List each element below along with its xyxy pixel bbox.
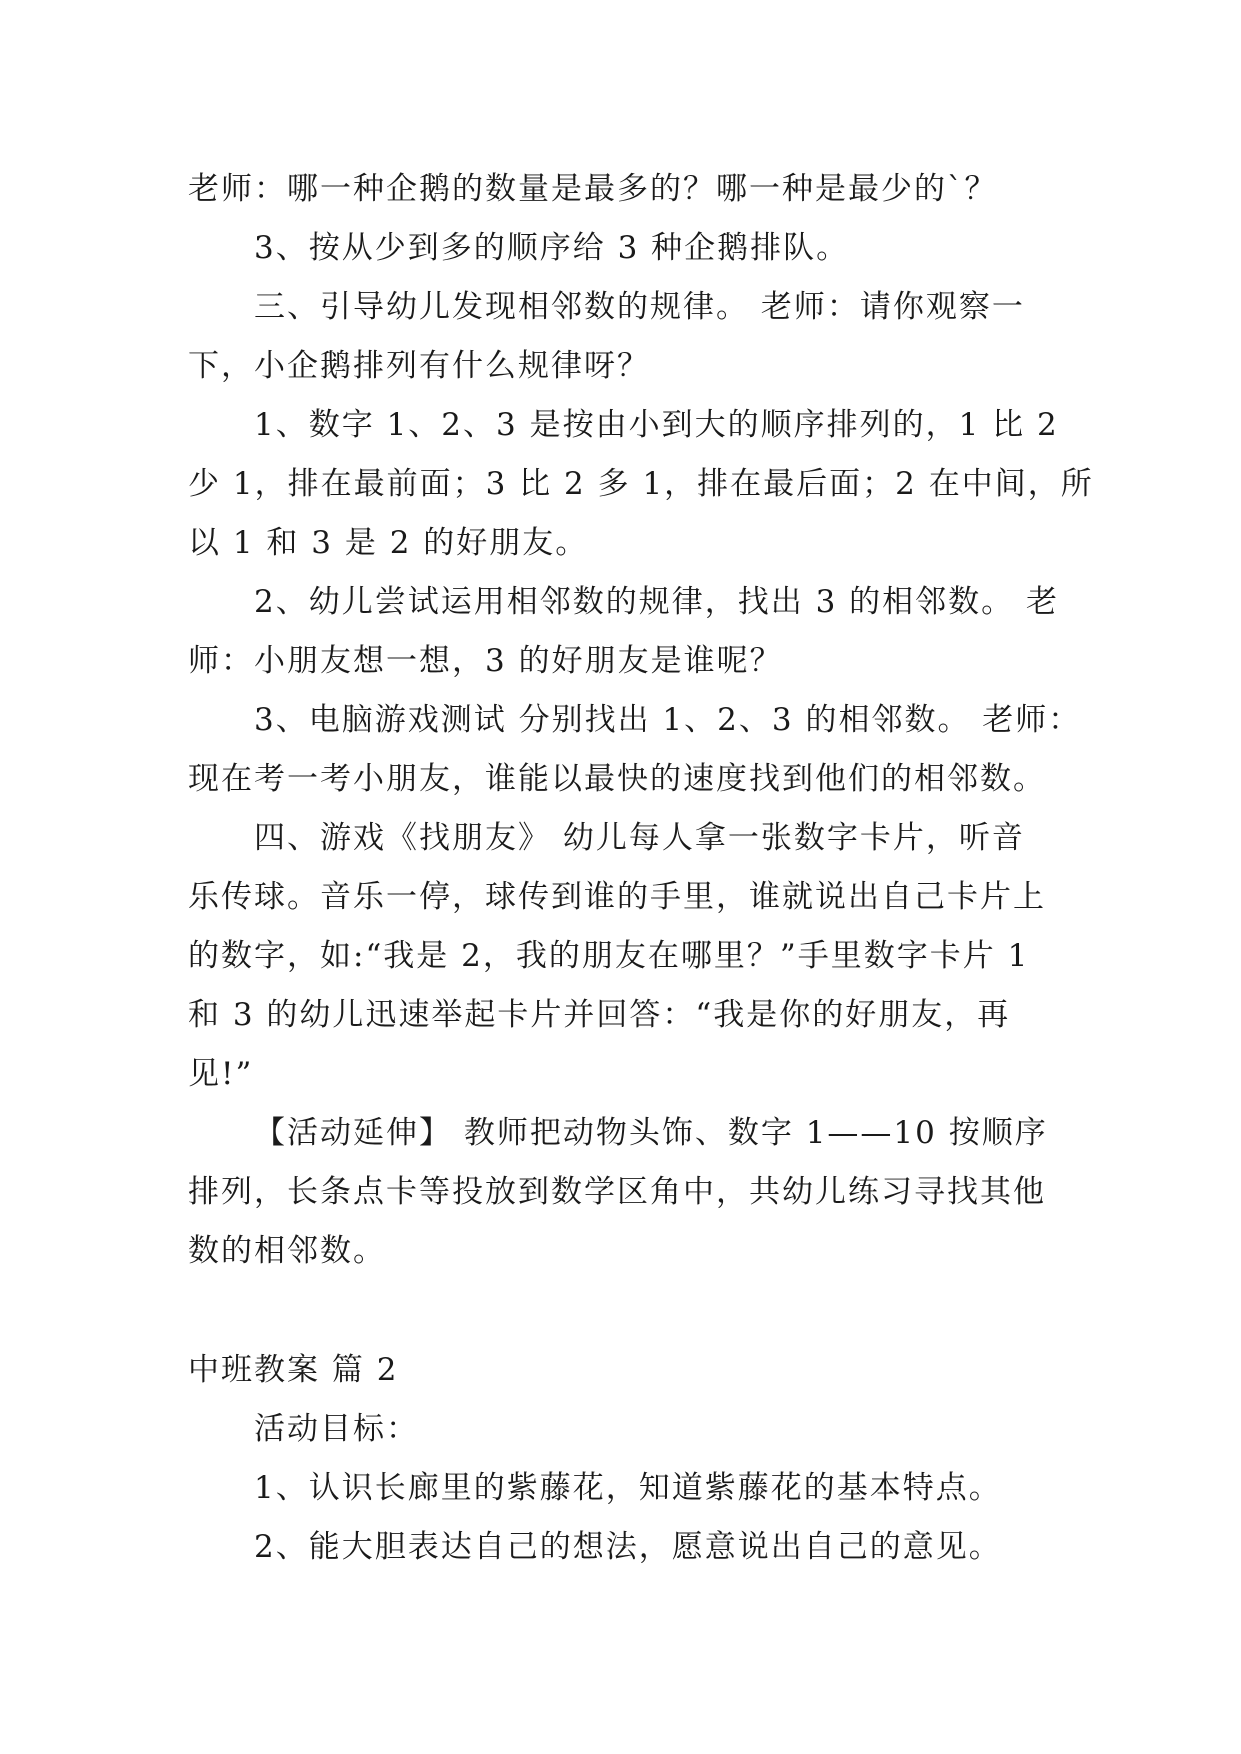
document-page: [188, 160, 1094, 1577]
paragraph-line: 四、游戏《找朋友》 幼儿每人拿一张数字卡片，听音: [254, 820, 1025, 856]
paragraph-line: 数的相邻数。: [188, 1233, 386, 1269]
paragraph-line: 和 3 的幼儿迅速举起卡片并回答：“我是你的好朋友，再: [188, 997, 1011, 1033]
paragraph-line: 活动目标：: [254, 1411, 419, 1447]
paragraph-line: 师：小朋友想一想，3 的好朋友是谁呢？: [188, 643, 783, 679]
paragraph-line: 1、数字 1、2、3 是按由小到大的顺序排列的，1 比 2: [254, 407, 1059, 443]
paragraph-line: 3、按从少到多的顺序给 3 种企鹅排队。: [254, 230, 850, 266]
paragraph-line: 乐传球。音乐一停，球传到谁的手里，谁就说出自己卡片上: [188, 879, 1046, 915]
paragraph-line: 2、能大胆表达自己的想法，愿意说出自己的意见。: [254, 1529, 1002, 1565]
section-title: 中班教案 篇 2: [188, 1352, 399, 1388]
paragraph-line: 1、认识长廊里的紫藤花，知道紫藤花的基本特点。: [254, 1470, 1002, 1506]
section-gap: [188, 1281, 1068, 1341]
paragraph-line: 3、电脑游戏测试 分别找出 1、2、3 的相邻数。 老师：: [254, 702, 1082, 738]
paragraph-line: 少 1，排在最前面；3 比 2 多 1，排在最后面；2 在中间，所: [188, 466, 1094, 502]
paragraph-line: 排列，长条点卡等投放到数学区角中，共幼儿练习寻找其他: [188, 1174, 1046, 1210]
paragraph-line: 下，小企鹅排列有什么规律呀？: [188, 348, 650, 384]
paragraph-line: 现在考一考小朋友，谁能以最快的速度找到他们的相邻数。: [188, 761, 1046, 797]
paragraph-line: 三、引导幼儿发现相邻数的规律。 老师：请你观察一: [254, 289, 1025, 325]
paragraph-line: 2、幼儿尝试运用相邻数的规律，找出 3 的相邻数。 老: [254, 584, 1060, 620]
paragraph-line: 【活动延伸】 教师把动物头饰、数字 1——10 按顺序: [254, 1115, 1048, 1151]
paragraph-line: 见!”: [188, 1056, 254, 1092]
paragraph-line: 老师：哪一种企鹅的数量是最多的？哪一种是最少的`？: [188, 171, 998, 207]
paragraph-line: 以 1 和 3 是 2 的好朋友。: [188, 525, 589, 561]
paragraph-line: 的数字，如:“我是 2，我的朋友在哪里？”手里数字卡片 1: [188, 938, 1030, 974]
